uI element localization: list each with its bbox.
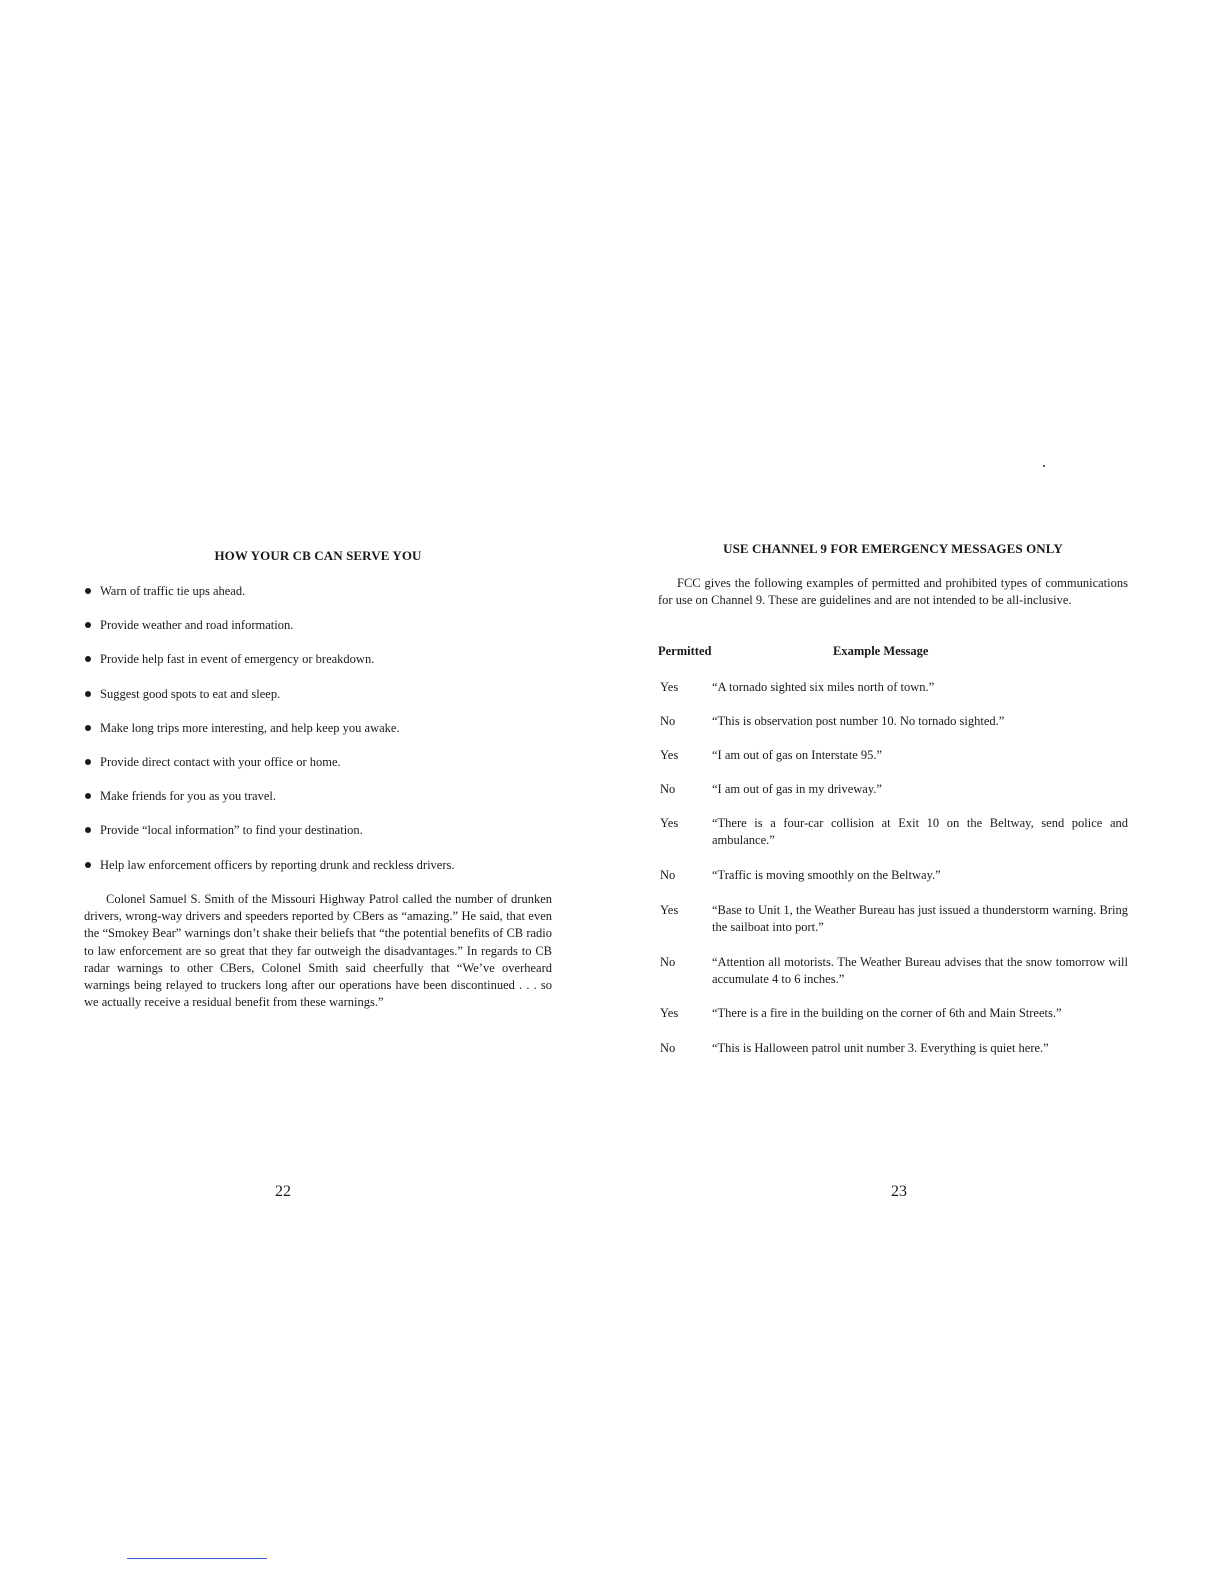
list-item	[84, 857, 552, 891]
permitted-cell: No	[660, 868, 676, 882]
permitted-cell: No	[660, 714, 676, 728]
list-item	[84, 617, 552, 651]
message-cell: “Attention all motorists. The Weather Bureau advises that the snow tomorrow will accumulate 4 to 6 inches.”	[712, 955, 1128, 986]
list-item-text: Provide help fast in event of emergency or breakdown.	[100, 652, 375, 667]
list-item-text: Warn of traffic tie ups ahead.	[100, 584, 246, 598]
list-item-text: Make long trips more interesting, and help keep you awake.	[100, 720, 400, 735]
list-item-text: Suggest good spots to eat and sleep.	[100, 686, 281, 701]
column-header-message: Example Message	[833, 644, 929, 658]
message-cell: “A tornado sighted six miles north of town.”	[712, 680, 935, 694]
body-paragraph: Colonel Samuel S. Smith of the Missouri Highway Patrol called the number of drunken drivers, wrong-way drivers and speeders reported by CBers as “amazing.” He said, that even the “Smokey Bear” warnings don’t shake their beliefs that “the potential benefits of CB radio to law enforcement are so great that they far outweigh the disadvantages.” In regards to CB radar warnings to other CBers, Colonel Smith said cheerfully that “We’ve overheard warnings being relayed to truckers long after our operations have been discontinued . . . so we actually receive a residual benefit from these warnings.”	[84, 892, 552, 1010]
message-cell: “I am out of gas in my driveway.”	[712, 782, 882, 796]
message-cell: “This is observation post number 10. No tornado sighted.”	[712, 714, 1005, 728]
table-header	[658, 644, 1128, 662]
bullet-icon	[85, 862, 91, 868]
permitted-cell: Yes	[660, 816, 679, 830]
page-number: 23	[891, 1183, 907, 1200]
intro-paragraph: FCC gives the following examples of permitted and prohibited types of communications for use on Channel 9. These are guidelines and are not intended to be all-inclusive.	[658, 576, 1128, 608]
bullet-icon	[85, 827, 91, 833]
list-item-text: Help law enforcement officers by reporting drunk and reckless drivers.	[100, 857, 455, 872]
permitted-cell: Yes	[660, 748, 679, 762]
message-cell: “I am out of gas on Interstate 95.”	[712, 748, 883, 762]
list-item	[84, 583, 552, 617]
message-cell: “Traffic is moving smoothly on the Beltway.”	[712, 868, 941, 882]
message-cell: “This is Halloween patrol unit number 3. Everything is quiet here.”	[712, 1041, 1049, 1055]
list-item	[84, 822, 552, 856]
list-item-text: Provide weather and road information.	[100, 618, 294, 633]
list-item	[84, 686, 552, 720]
permitted-cell: Yes	[660, 903, 679, 917]
bullet-icon	[85, 588, 91, 594]
list-item	[84, 720, 552, 754]
permitted-cell: No	[660, 1041, 676, 1055]
bullet-icon	[85, 725, 91, 731]
page-number: 22	[275, 1183, 291, 1200]
permitted-cell: No	[660, 955, 676, 969]
list-item	[84, 651, 552, 685]
bullet-icon	[85, 793, 91, 799]
permitted-cell: Yes	[660, 680, 679, 694]
list-item-text: Make friends for you as you travel.	[100, 789, 276, 804]
column-header-permitted: Permitted	[658, 644, 712, 658]
bullet-icon	[85, 759, 91, 765]
permitted-cell: Yes	[660, 1006, 679, 1020]
bullet-icon	[85, 691, 91, 697]
section-heading: USE CHANNEL 9 FOR EMERGENCY MESSAGES ONLY	[723, 541, 1063, 556]
list-item	[84, 754, 552, 788]
scan-speck	[1043, 465, 1045, 467]
message-cell: “There is a four-car collision at Exit 10 on the Beltway, send police and ambulance.”	[712, 816, 1128, 847]
permitted-cell: No	[660, 782, 676, 796]
benefits-list	[84, 583, 552, 891]
message-cell: “Base to Unit 1, the Weather Bureau has just issued a thunderstorm warning. Bring the sailboat into port.”	[712, 903, 1128, 934]
footer-rule	[127, 1558, 267, 1559]
list-item	[84, 788, 552, 822]
bullet-icon	[85, 656, 91, 662]
list-item-text: Provide direct contact with your office or home.	[100, 754, 341, 769]
section-heading: HOW YOUR CB CAN SERVE YOU	[214, 548, 422, 563]
message-cell: “There is a fire in the building on the corner of 6th and Main Streets.”	[712, 1006, 1062, 1020]
bullet-icon	[85, 622, 91, 628]
list-item-text: Provide “local information” to find your destination.	[100, 823, 363, 838]
